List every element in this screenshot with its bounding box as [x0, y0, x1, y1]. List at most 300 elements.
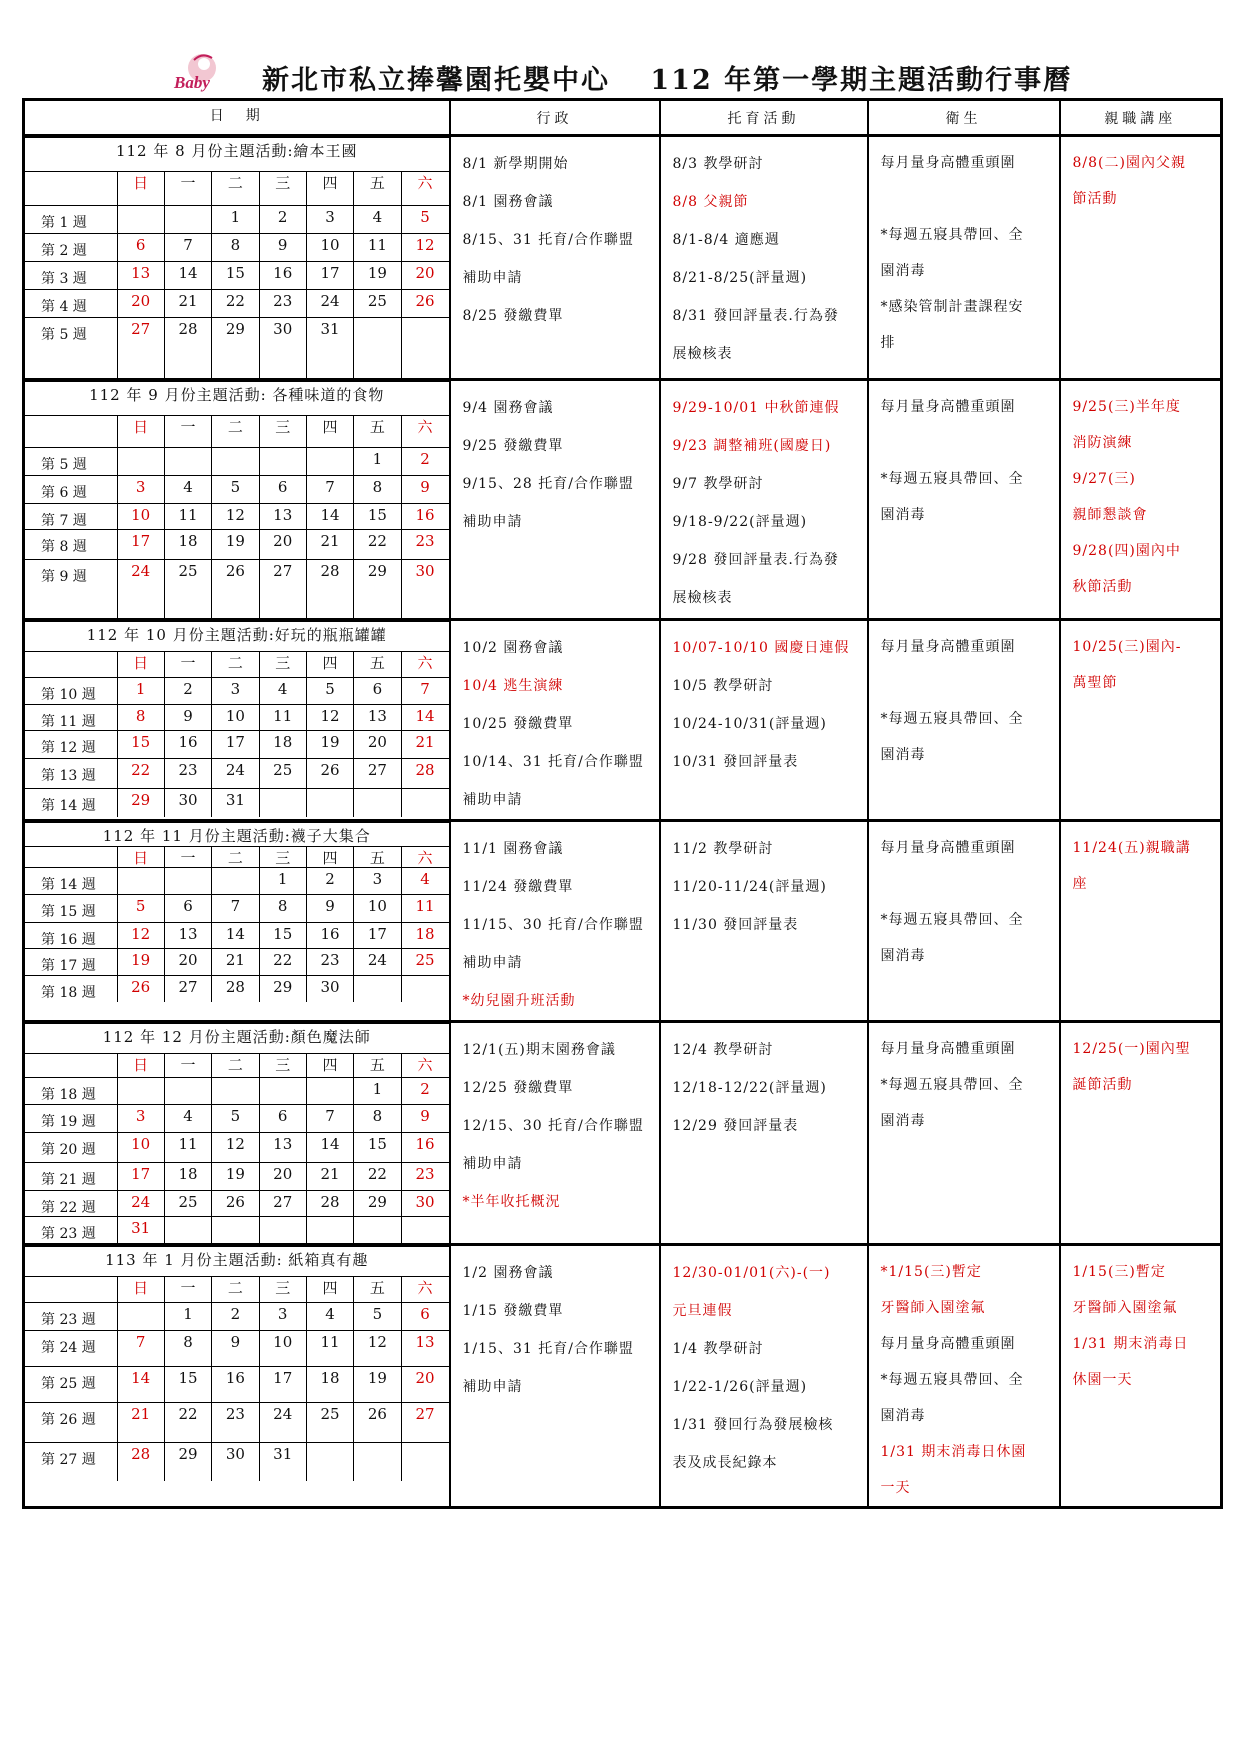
month-theme-title: 112 年 11 月份主題活動:襪子大集合 [25, 822, 449, 846]
week-label: 第 17 週 [25, 949, 117, 976]
week-row [25, 262, 449, 290]
day-cell: 28 [306, 1190, 353, 1217]
day-cell: 7 [306, 1104, 353, 1132]
week-label: 第 22 週 [25, 1190, 117, 1217]
day-cell [259, 1217, 306, 1243]
weekday-label: 六 [401, 415, 448, 447]
health-event-line: 園消毒 [880, 263, 926, 279]
admin-event-line: 8/25 發繳費單 [462, 308, 564, 324]
day-cell: 12 [354, 1331, 401, 1367]
week-label: 第 8 週 [25, 530, 117, 560]
column-header-care: 托育活動 [660, 100, 868, 136]
day-cell: 6 [354, 677, 401, 704]
day-cell [401, 789, 448, 817]
admin-event-line: 10/2 園務會議 [462, 639, 564, 656]
day-cell: 5 [401, 206, 448, 234]
care-events-cell [660, 1245, 868, 1508]
week-label: 第 4 週 [25, 290, 117, 318]
day-cell: 29 [164, 1443, 211, 1481]
weekday-label: 三 [259, 1277, 306, 1303]
care-event-line: 1/31 發回行為發展檢核 [672, 1417, 834, 1434]
weekday-label: 日 [117, 1277, 164, 1303]
week-row [25, 1077, 449, 1104]
week-label: 第 3 週 [25, 262, 117, 290]
admin-event-line: *半年收托概況 [462, 1193, 561, 1210]
care-event-line: 12/29 發回評量表 [672, 1117, 799, 1134]
month-calendar [25, 1246, 449, 1481]
care-event-line: 10/5 教學研討 [672, 677, 774, 694]
day-cell: 13 [164, 922, 211, 949]
care-event-line: 8/31 發回評量表.行為發 [672, 308, 839, 324]
day-cell: 22 [259, 949, 306, 976]
day-cell: 18 [164, 1162, 211, 1190]
day-cell [354, 976, 401, 1002]
care-event-line: 12/18-12/22(評量週) [672, 1079, 827, 1096]
health-event-line: 園消毒 [880, 1408, 926, 1425]
admin-event-line: 補助申請 [462, 954, 523, 971]
care-events-cell [660, 820, 868, 1021]
day-cell: 24 [117, 1190, 164, 1217]
day-cell: 16 [401, 503, 448, 530]
week-row [25, 206, 449, 234]
day-cell: 15 [212, 262, 259, 290]
day-cell [117, 447, 164, 475]
health-events-cell [868, 136, 1060, 380]
week-row [25, 704, 449, 731]
day-cell [117, 206, 164, 234]
day-cell: 4 [306, 1303, 353, 1331]
care-event-line: 10/31 發回評量表 [672, 753, 799, 770]
parent-events-cell [1060, 820, 1222, 1021]
week-label-header [25, 846, 117, 867]
week-label: 第 18 週 [25, 976, 117, 1002]
day-cell [212, 447, 259, 475]
day-cell: 6 [259, 475, 306, 503]
page-header [22, 52, 1222, 96]
care-event-line: 11/2 教學研討 [672, 840, 774, 857]
day-cell: 24 [306, 290, 353, 318]
weekday-label: 一 [164, 846, 211, 867]
weekday-label: 四 [306, 1277, 353, 1303]
health-event-line: 每月量身高體重頭圍 [880, 1336, 1016, 1353]
admin-event-line: 10/25 發繳費單 [462, 715, 574, 732]
health-event-line: 每月量身高體重頭圍 [880, 398, 1016, 415]
week-label: 第 20 週 [25, 1132, 117, 1162]
day-cell: 14 [212, 922, 259, 949]
day-cell: 30 [306, 976, 353, 1002]
month-theme-title: 112 年 8 月份主題活動:繪本王國 [25, 138, 449, 172]
care-event-line: 1/4 教學研討 [672, 1341, 764, 1358]
parent-events-cell [1060, 619, 1222, 820]
month-theme-title: 112 年 9 月份主題活動: 各種味道的食物 [25, 381, 449, 415]
parent-events-cell [1060, 1021, 1222, 1244]
health-event-line: 每月量身高體重頭圍 [880, 155, 1016, 171]
day-cell: 10 [259, 1331, 306, 1367]
health-event-line: *每週五寢具帶回、全 [880, 710, 1024, 727]
day-cell [401, 1217, 448, 1243]
day-cell: 5 [354, 1303, 401, 1331]
care-events-cell [660, 1021, 868, 1244]
day-cell: 8 [259, 894, 306, 922]
day-cell [354, 789, 401, 817]
care-event-line: 元旦連假 [672, 1303, 733, 1320]
admin-event-line: 8/15、31 托育/合作聯盟 [462, 232, 634, 248]
week-row [25, 318, 449, 378]
day-cell: 25 [164, 560, 211, 618]
column-header-admin: 行政 [450, 100, 660, 136]
month-theme-title: 113 年 1 月份主題活動: 紙箱真有趣 [25, 1247, 449, 1277]
day-cell: 1 [117, 677, 164, 704]
weekday-label: 四 [306, 172, 353, 206]
care-event-line: 展檢核表 [672, 589, 733, 606]
day-cell [212, 867, 259, 894]
health-event-line: 園消毒 [880, 947, 926, 964]
parent-event-line: 10/25(三)園內- [1072, 638, 1182, 655]
weekday-label: 二 [212, 1277, 259, 1303]
day-cell [164, 206, 211, 234]
header-row [24, 100, 1222, 136]
parent-event-line: 秋節活動 [1072, 578, 1133, 595]
admin-event-line: 9/4 園務會議 [462, 399, 554, 416]
day-cell: 9 [212, 1331, 259, 1367]
week-label: 第 14 週 [25, 867, 117, 894]
month-theme-title: 112 年 12 月份主題活動:顏色魔法師 [25, 1023, 449, 1053]
day-cell: 25 [354, 290, 401, 318]
health-event-line: 每月量身高體重頭圍 [880, 839, 1016, 856]
day-cell: 1 [259, 867, 306, 894]
day-cell: 13 [259, 503, 306, 530]
care-events-cell [660, 619, 868, 820]
health-event-line: *1/15(三)暫定 [880, 1264, 982, 1281]
day-cell: 16 [212, 1367, 259, 1403]
day-cell: 9 [401, 475, 448, 503]
week-label-header [25, 172, 117, 206]
month-calendar [25, 822, 449, 1002]
day-cell: 2 [259, 206, 306, 234]
day-cell [354, 318, 401, 378]
day-cell: 1 [354, 1077, 401, 1104]
day-cell: 22 [354, 530, 401, 560]
admin-event-line: 12/15、30 托育/合作聯盟 [462, 1117, 644, 1134]
day-cell: 3 [212, 677, 259, 704]
week-label: 第 21 週 [25, 1162, 117, 1190]
weekday-label: 三 [259, 415, 306, 447]
health-event-line: *感染管制計畫課程安 [880, 299, 1024, 315]
care-event-line: 8/3 教學研討 [672, 156, 764, 172]
week-label: 第 27 週 [25, 1443, 117, 1481]
week-label-header [25, 1053, 117, 1077]
day-cell: 27 [259, 1190, 306, 1217]
day-cell: 25 [259, 759, 306, 789]
svg-text:Baby: Baby [174, 73, 210, 92]
admin-event-line: 補助申請 [462, 270, 523, 286]
day-cell: 2 [212, 1303, 259, 1331]
week-label: 第 9 週 [25, 560, 117, 618]
admin-events-cell [450, 1245, 660, 1508]
day-cell: 25 [306, 1403, 353, 1443]
day-cell: 4 [164, 1104, 211, 1132]
month-row [24, 379, 1222, 619]
day-cell: 20 [164, 949, 211, 976]
health-event-line: 園消毒 [880, 746, 926, 763]
parent-event-line: 誕節活動 [1072, 1076, 1133, 1093]
parent-events-cell [1060, 136, 1222, 380]
week-label: 第 5 週 [25, 318, 117, 378]
day-cell: 28 [164, 318, 211, 378]
week-row [25, 789, 449, 817]
day-cell: 31 [306, 318, 353, 378]
day-cell: 5 [212, 475, 259, 503]
parent-event-line: 萬聖節 [1072, 674, 1118, 691]
weekday-label: 日 [117, 172, 164, 206]
month-row [24, 1245, 1222, 1508]
health-event-line: 一天 [880, 1480, 911, 1497]
day-cell: 5 [117, 894, 164, 922]
day-cell: 7 [306, 475, 353, 503]
month-date-cell [24, 136, 450, 380]
week-row [25, 1303, 449, 1331]
day-cell: 23 [259, 290, 306, 318]
health-event-line: 排 [880, 335, 896, 351]
week-row [25, 447, 449, 475]
column-header-parent: 親職講座 [1060, 100, 1222, 136]
week-row [25, 1443, 449, 1481]
day-cell: 14 [164, 262, 211, 290]
day-cell [306, 789, 353, 817]
weekday-label: 四 [306, 651, 353, 677]
month-date-cell [24, 619, 450, 820]
health-event-line: 牙醫師入園塗氟 [880, 1300, 986, 1317]
day-cell: 26 [117, 976, 164, 1002]
day-cell: 27 [354, 759, 401, 789]
care-event-line: 11/30 發回評量表 [672, 916, 799, 933]
care-event-line: 12/4 教學研討 [672, 1041, 774, 1058]
weekday-label: 四 [306, 1053, 353, 1077]
day-cell: 4 [354, 206, 401, 234]
day-cell: 8 [164, 1331, 211, 1367]
day-cell: 17 [306, 262, 353, 290]
week-row [25, 731, 449, 759]
week-label: 第 19 週 [25, 1104, 117, 1132]
day-cell: 14 [306, 1132, 353, 1162]
health-event-line: *每週五寢具帶回、全 [880, 227, 1024, 243]
admin-event-line: 11/15、30 托育/合作聯盟 [462, 916, 644, 933]
admin-event-line: 11/1 園務會議 [462, 840, 564, 857]
day-cell [306, 1443, 353, 1481]
day-cell: 22 [354, 1162, 401, 1190]
day-cell: 11 [164, 503, 211, 530]
day-cell: 7 [212, 894, 259, 922]
week-row [25, 1190, 449, 1217]
week-row [25, 1162, 449, 1190]
day-cell [164, 447, 211, 475]
day-cell [354, 1217, 401, 1243]
day-cell: 18 [306, 1367, 353, 1403]
week-label: 第 5 週 [25, 447, 117, 475]
week-row [25, 976, 449, 1002]
admin-event-line: 1/2 園務會議 [462, 1265, 554, 1282]
care-event-line: 9/18-9/22(評量週) [672, 513, 808, 530]
activity-calendar-table [22, 98, 1223, 1509]
day-cell: 12 [401, 234, 448, 262]
day-cell: 12 [212, 503, 259, 530]
column-header-health: 衛生 [868, 100, 1060, 136]
day-cell: 14 [401, 704, 448, 731]
weekday-label: 二 [212, 651, 259, 677]
day-cell: 24 [212, 759, 259, 789]
month-date-cell [24, 379, 450, 619]
day-cell [259, 447, 306, 475]
day-cell: 19 [212, 1162, 259, 1190]
day-cell: 7 [164, 234, 211, 262]
admin-event-line: 9/15、28 托育/合作聯盟 [462, 475, 634, 492]
week-label: 第 26 週 [25, 1403, 117, 1443]
day-cell: 16 [401, 1132, 448, 1162]
weekday-label: 五 [354, 846, 401, 867]
health-event-line [881, 181, 1053, 217]
admin-event-line: 補助申請 [462, 791, 523, 808]
day-cell: 10 [117, 1132, 164, 1162]
admin-event-line: 10/4 逃生演練 [462, 677, 564, 694]
day-cell [164, 1077, 211, 1104]
parent-event-line: 11/24(五)親職講 [1072, 839, 1191, 856]
parent-event-line: 休園一天 [1072, 1372, 1133, 1389]
day-cell: 4 [259, 677, 306, 704]
weekday-label: 五 [354, 172, 401, 206]
day-cell: 17 [212, 731, 259, 759]
weekday-label: 四 [306, 415, 353, 447]
day-cell: 3 [354, 867, 401, 894]
weekday-label: 日 [117, 846, 164, 867]
day-cell: 16 [259, 262, 306, 290]
week-row [25, 949, 449, 976]
day-cell: 4 [164, 475, 211, 503]
care-event-line: 9/28 發回評量表.行為發 [672, 551, 839, 568]
day-cell: 18 [164, 530, 211, 560]
care-event-line: 11/20-11/24(評量週) [672, 878, 827, 895]
week-row [25, 560, 449, 618]
weekday-label: 一 [164, 415, 211, 447]
parent-event-line: 1/31 期末消毒日 [1072, 1336, 1189, 1353]
admin-event-line: 8/1 新學期開始 [462, 156, 569, 172]
weekday-label: 四 [306, 846, 353, 867]
week-label: 第 14 週 [25, 789, 117, 817]
day-cell: 3 [259, 1303, 306, 1331]
health-events-cell [868, 1245, 1060, 1508]
day-cell: 20 [354, 731, 401, 759]
day-cell: 18 [259, 731, 306, 759]
week-label: 第 18 週 [25, 1077, 117, 1104]
day-cell: 2 [401, 447, 448, 475]
day-cell: 29 [354, 1190, 401, 1217]
week-row [25, 475, 449, 503]
day-cell: 27 [259, 560, 306, 618]
day-cell [401, 1443, 448, 1481]
admin-event-line: 10/14、31 托育/合作聯盟 [462, 753, 644, 770]
weekday-label: 一 [164, 651, 211, 677]
day-cell: 11 [354, 234, 401, 262]
day-cell: 19 [354, 262, 401, 290]
day-cell: 23 [401, 530, 448, 560]
day-cell: 23 [401, 1162, 448, 1190]
day-cell: 14 [117, 1367, 164, 1403]
parent-event-line: 12/25(一)園內聖 [1072, 1040, 1191, 1057]
admin-event-line: 補助申請 [462, 1379, 523, 1396]
day-cell [401, 976, 448, 1002]
weekday-label: 五 [354, 1277, 401, 1303]
day-cell: 6 [401, 1303, 448, 1331]
parent-event-line: 9/28(四)園內中 [1072, 542, 1181, 559]
day-cell [306, 447, 353, 475]
day-cell: 2 [164, 677, 211, 704]
health-event-line [881, 665, 1053, 701]
care-event-line: 9/7 教學研討 [672, 475, 764, 492]
admin-event-line: 9/25 發繳費單 [462, 437, 564, 454]
day-cell: 1 [212, 206, 259, 234]
care-events-cell [660, 136, 868, 380]
admin-events-cell [450, 379, 660, 619]
day-cell: 13 [117, 262, 164, 290]
day-cell: 28 [212, 976, 259, 1002]
day-cell: 3 [117, 1104, 164, 1132]
day-cell: 30 [401, 1190, 448, 1217]
day-cell: 21 [306, 530, 353, 560]
health-event-line: *每週五寢具帶回、全 [880, 1372, 1024, 1389]
week-label: 第 6 週 [25, 475, 117, 503]
weekday-label: 日 [117, 1053, 164, 1077]
day-cell: 11 [401, 894, 448, 922]
parent-events-cell [1060, 1245, 1222, 1508]
day-cell: 26 [306, 759, 353, 789]
day-cell: 5 [212, 1104, 259, 1132]
admin-event-line: *幼兒園升班活動 [462, 992, 576, 1009]
month-row [24, 820, 1222, 1021]
admin-event-line: 12/25 發繳費單 [462, 1079, 574, 1096]
day-cell [306, 1077, 353, 1104]
month-date-cell [24, 820, 450, 1021]
day-cell: 29 [212, 318, 259, 378]
care-event-line: 9/29-10/01 中秋節連假 [672, 399, 840, 416]
day-cell: 11 [259, 704, 306, 731]
day-cell: 22 [212, 290, 259, 318]
week-row [25, 922, 449, 949]
care-event-line: 9/23 調整補班(國慶日) [672, 437, 832, 454]
week-label: 第 12 週 [25, 731, 117, 759]
health-event-line: 每月量身高體重頭圍 [880, 638, 1016, 655]
day-cell: 28 [401, 759, 448, 789]
health-event-line: *每週五寢具帶回、全 [880, 470, 1024, 487]
weekday-label: 二 [212, 172, 259, 206]
day-cell: 12 [306, 704, 353, 731]
weekday-label: 一 [164, 1277, 211, 1303]
day-cell: 22 [164, 1403, 211, 1443]
day-cell: 10 [117, 503, 164, 530]
parent-event-line: 9/27(三) [1072, 470, 1136, 487]
day-cell: 27 [164, 976, 211, 1002]
day-cell: 8 [354, 1104, 401, 1132]
day-cell: 19 [306, 731, 353, 759]
week-row [25, 1217, 449, 1243]
day-cell: 9 [401, 1104, 448, 1132]
parent-event-line: 消防演練 [1072, 434, 1133, 451]
admin-events-cell [450, 820, 660, 1021]
weekday-label: 二 [212, 415, 259, 447]
weekday-label: 三 [259, 1053, 306, 1077]
health-event-line [881, 425, 1053, 461]
weekday-label: 一 [164, 1053, 211, 1077]
day-cell [117, 1303, 164, 1331]
weekday-label: 三 [259, 846, 306, 867]
